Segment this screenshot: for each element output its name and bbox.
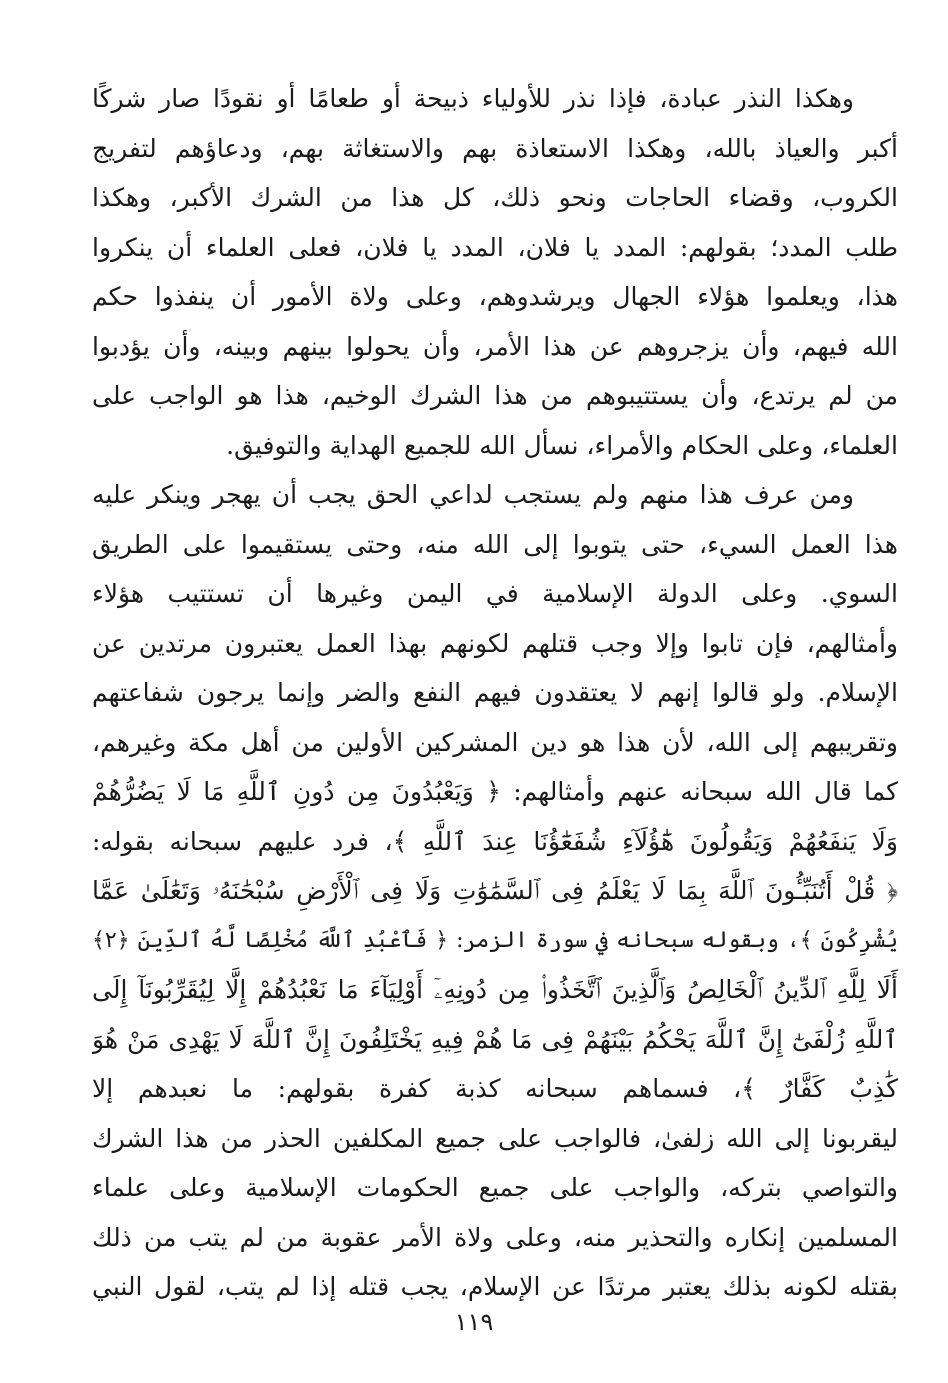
page-number: ١١٩ — [454, 1308, 494, 1336]
text-line: الكروب، وقضاء الحاجات ونحو ذلك، كل هذا من الشرك الأكبر، وهكذا — [92, 183, 898, 212]
text-line: هذا العمل السيء، حتى يتوبوا إلى الله منه، وحتى يستقيموا على الطريق — [92, 529, 898, 559]
text-line: العلماء، وعلى الحكام والأمراء، نسأل الله للجميع الهداية والتوفيق. — [226, 430, 898, 460]
text-line: الله فيهم، وأن يزجروهم عن هذا الأمر، وأن يحولوا بينهم وبينه، وأن يؤدبوا — [92, 331, 898, 361]
text-line: الإسلام. ولو قالوا إنهم لا يعتقدون فيهم النفع والضر وإنما يرجون شفاعتهم — [92, 678, 898, 707]
text-line: ليقربونا إلى الله زلفىٰ، فالواجب على جميع المكلفين الحذر من هذا الشرك — [92, 1123, 898, 1153]
quran-quote-line: كما قال الله سبحانه عنهم وأمثالهم: ﴿ وَيَعْبُدُونَ مِن دُونِ ٱللَّهِ مَا لَا يَضُرُّهُمْ — [92, 777, 898, 806]
text-line: وأمثالهم، فإن تابوا وإلا وجب قتلهم لكونهم بهذا العمل يعتبرون مرتدين عن — [92, 628, 898, 658]
text-line: والتواصي بتركه، والواجب على جميع الحكومات الإسلامية وعلى علماء — [92, 1173, 898, 1202]
text-line: أكبر والعياذ بالله، وهكذا الاستعاذة بهم والاستغاثة بهم، ودعاؤهم لتفريج — [92, 133, 898, 163]
text-line: طلب المدد؛ بقولهم: المدد يا فلان، المدد يا فلان، فعلى العلماء أن ينكروا — [92, 232, 898, 262]
quran-quote-line: يُشْرِكُونَ ﴾، وبقوله سبحانه في سورة الزمر: ﴿ فَٱعْبُدِ ٱللَّهَ مُخْلِصًا لَّهُ ٱلدِّينَ ﴿٢﴾ — [92, 927, 898, 953]
text-line: هذا، ويعلموا هؤلاء الجهال ويرشدوهم، وعلى ولاة الأمور أن ينفذوا حكم — [92, 282, 898, 311]
text-line: وتقريبهم إلى الله، لأن هذا هو دين المشركين الأولين من أهل مكة وغيرهم، — [92, 727, 898, 757]
quran-quote-line: أَلَا لِلَّهِ ٱلدِّينُ ٱلْخَالِصُ وَٱلَّذِينَ ٱتَّخَذُوا۟ مِن دُونِهِۦٓ أَوْلِيَآءَ مَا نَعْبُدُهُمْ إِلَّا لِيُقَرِّبُونَآ إِلَى — [92, 975, 898, 1004]
quran-quote-line: ﴿ قُلْ أَتُنَبِّـُٔونَ ٱللَّهَ بِمَا لَا يَعْلَمُ فِى ٱلسَّمَٰوَٰتِ وَلَا فِى ٱلْأَرْضِ سُبْحَٰنَهُۥ وَتَعَٰلَىٰ عَمَّا — [92, 876, 898, 905]
quran-quote-line: وَلَا يَنفَعُهُمْ وَيَقُولُونَ هَٰٓؤُلَآءِ شُفَعَٰٓؤُنَا عِندَ ٱللَّهِ ﴾، فرد عليهم سبحانه بقوله: — [92, 826, 898, 856]
text-line: وهكذا النذر عبادة، فإذا نذر للأولياء ذبيحة أو طعامًا أو نقودًا صار شركًا — [92, 84, 854, 113]
text-line: المسلمين إنكاره والتحذير منه، وعلى ولاة الأمر عقوبة من لم يتب من ذلك — [92, 1222, 898, 1252]
quran-quote-line: ٱللَّهِ زُلْفَىٰٓ إِنَّ ٱللَّهَ يَحْكُمُ بَيْنَهُمْ فِى مَا هُمْ فِيهِ يَخْتَلِفُونَ إِنَّ ٱللَّهَ لَا يَهْدِى مَنْ هُوَ — [92, 1024, 898, 1054]
quran-quote-line: كَٰذِبٌ كَفَّارٌ ﴾، فسماهم سبحانه كذبة كفرة بقولهم: ما نعبدهم إلا — [92, 1074, 898, 1103]
text-line: من لم يرتدع، وأن يستتيبوهم من هذا الشرك الوخيم، هذا هو الواجب على — [92, 381, 898, 410]
page-body-text — [92, 74, 898, 1312]
text-line: ومن عرف هذا منهم ولم يستجب لداعي الحق يجب أن يهجر وينكر عليه — [92, 480, 854, 509]
text-line: بقتله لكونه بذلك يعتبر مرتدًا عن الإسلام، يجب قتله إذا لم يتب، لقول النبي — [92, 1272, 898, 1301]
text-line: السوي. وعلى الدولة الإسلامية في اليمن وغيرها أن تستتيب هؤلاء — [92, 579, 898, 608]
